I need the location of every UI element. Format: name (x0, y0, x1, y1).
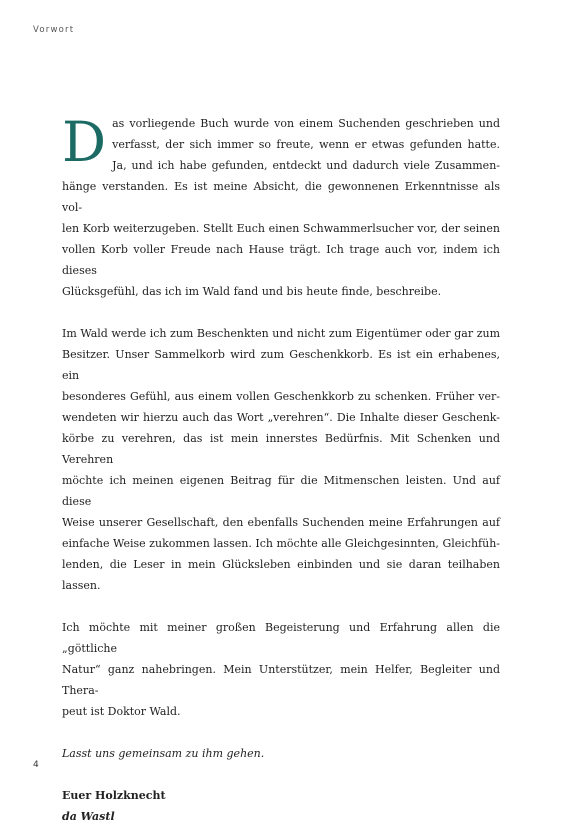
text-line: Besitzer. Unser Sammelkorb wird zum Geschenkkorb. Es ist ein erhabenes, ein (62, 348, 500, 382)
paragraph-2 (62, 323, 500, 596)
text-line: Natur“ ganz nahebringen. Mein Unterstützer, mein Helfer, Begleiter und Thera- (62, 663, 500, 697)
closing-line: Lasst uns gemeinsam zu ihm gehen. (62, 747, 265, 760)
running-header: Vorwort (33, 25, 75, 35)
text-line: Ja, und ich habe gefunden, entdeckt und dadurch viele Zusammen- (112, 159, 500, 172)
text-line: Im Wald werde ich zum Beschenkten und nicht zum Eigentümer oder gar zum (62, 327, 500, 340)
text-line: verfasst, der sich immer so freute, wenn er etwas gefunden hatte. (112, 138, 500, 151)
drop-cap: D (62, 110, 107, 174)
text-line: len Korb weiterzugeben. Stellt Euch einen Schwammerlsucher vor, der seinen (62, 222, 500, 235)
body-text (62, 110, 500, 827)
text-line: peut ist Doktor Wald. (62, 705, 181, 718)
text-line: Ich möchte mit meiner großen Begeisterung und Erfahrung allen die „göttliche (62, 621, 500, 655)
text-line: wendeten wir hierzu auch das Wort „verehren“. Die Inhalte dieser Geschenk- (62, 411, 500, 424)
text-line: hänge verstanden. Es ist meine Absicht, die gewonnenen Erkenntnisse als vol- (62, 180, 500, 214)
paragraph-1 (62, 110, 500, 302)
text-line: Weise unserer Gesellschaft, den ebenfalls Suchenden meine Erfahrungen auf (62, 516, 500, 529)
text-line: lenden, die Leser in mein Glücksleben einbinden und sie daran teilhaben lassen. (62, 558, 500, 592)
paragraph-3 (62, 617, 500, 722)
text-line: körbe zu verehren, das ist mein innerstes Bedürfnis. Mit Schenken und Verehren (62, 432, 500, 466)
signature-nickname: da Wastl (62, 810, 115, 823)
text-line: möchte ich meinen eigenen Beitrag für die Mitmenschen leisten. Und auf diese (62, 474, 500, 508)
text-line: Glücksgefühl, das ich im Wald fand und bis heute finde, beschreibe. (62, 285, 442, 298)
text-line: vollen Korb voller Freude nach Hause trägt. Ich trage auch vor, indem ich dieses (62, 243, 500, 277)
text-line: besonderes Gefühl, aus einem vollen Geschenkkorb zu schenken. Früher ver- (62, 390, 500, 403)
text-line: as vorliegende Buch wurde von einem Suchenden geschrieben und (112, 117, 500, 130)
signature-name: Euer Holzknecht (62, 789, 166, 802)
page-number: 4 (33, 760, 39, 770)
text-line: einfache Weise zukommen lassen. Ich möchte alle Gleichgesinnten, Gleichfüh- (62, 537, 500, 550)
